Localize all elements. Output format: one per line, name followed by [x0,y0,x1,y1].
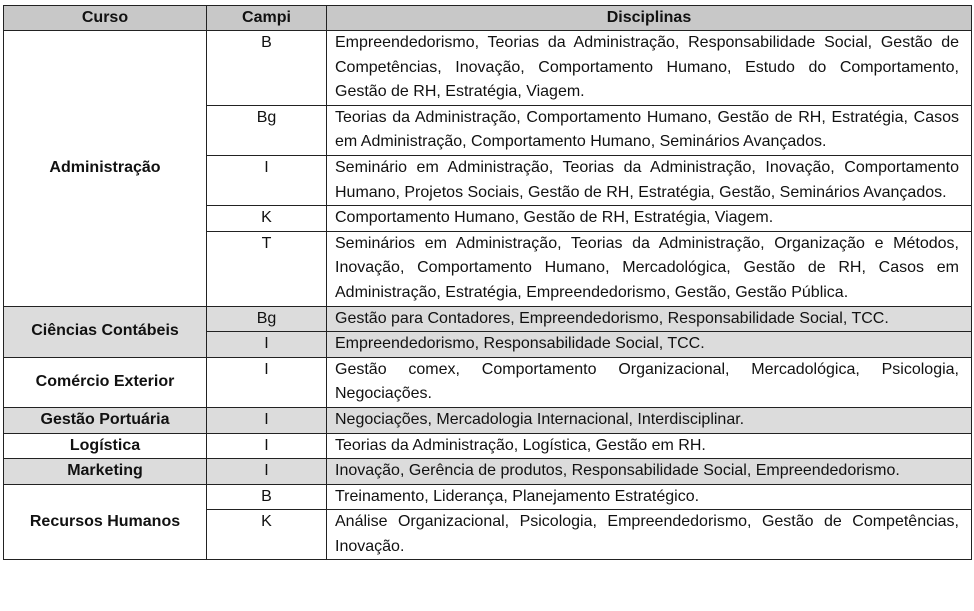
table-row [4,459,972,485]
header-campi: Campi [207,6,327,31]
campus-cell: I [207,433,327,459]
disciplines-cell: Seminário em Administração, Teorias da Administração, Inovação, Comportamento Humano, Projetos Sociais, Gestão de RH, Estratégia, Gestão, Seminários Avançados. [327,155,972,205]
campus-cell: B [207,31,327,106]
disciplines-cell: Análise Organizacional, Psicologia, Empreendedorismo, Gestão de Competências, Inovação. [327,510,972,560]
disciplines-cell: Comportamento Humano, Gestão de RH, Estratégia, Viagem. [327,206,972,232]
campus-cell: I [207,459,327,485]
disciplines-cell: Negociações, Mercadologia Internacional, Interdisciplinar. [327,407,972,433]
campus-cell: B [207,484,327,510]
campus-cell: Bg [207,105,327,155]
course-name: Gestão Portuária [4,407,207,433]
campus-cell: I [207,155,327,205]
table-row [4,306,972,332]
disciplines-cell: Gestão para Contadores, Empreendedorismo, Responsabilidade Social, TCC. [327,306,972,332]
table-row [4,433,972,459]
course-name: Administração [4,31,207,307]
course-name: Logística [4,433,207,459]
campus-cell: K [207,510,327,560]
disciplines-cell: Gestão comex, Comportamento Organizacional, Mercadológica, Psicologia, Negociações. [327,357,972,407]
campus-cell: K [207,206,327,232]
header-row [4,6,972,31]
course-name: Marketing [4,459,207,485]
header-disciplinas: Disciplinas [327,6,972,31]
table-row [4,357,972,407]
table-row [4,484,972,510]
table-row [4,407,972,433]
disciplines-cell: Teorias da Administração, Logística, Gestão em RH. [327,433,972,459]
course-name: Recursos Humanos [4,484,207,560]
disciplines-cell: Empreendedorismo, Teorias da Administração, Responsabilidade Social, Gestão de Competências, Inovação, Comportamento Humano, Estudo do Comportamento, Gestão de RH, Estratégia, Viagem. [327,31,972,106]
campus-cell: T [207,231,327,306]
course-name: Comércio Exterior [4,357,207,407]
campus-cell: I [207,357,327,407]
course-name: Ciências Contábeis [4,306,207,357]
disciplines-cell: Seminários em Administração, Teorias da Administração, Organização e Métodos, Inovação, Comportamento Humano, Mercadológica, Gestão de RH, Casos em Administração, Estratégia, Empreendedorismo, Gestão, Gestão Pública. [327,231,972,306]
header-curso: Curso [4,6,207,31]
disciplines-cell: Inovação, Gerência de produtos, Responsabilidade Social, Empreendedorismo. [327,459,972,485]
campus-cell: Bg [207,306,327,332]
disciplines-cell: Teorias da Administração, Comportamento Humano, Gestão de RH, Estratégia, Casos em Administração, Comportamento Humano, Seminários Avançados. [327,105,972,155]
campus-cell: I [207,332,327,358]
disciplines-cell: Empreendedorismo, Responsabilidade Social, TCC. [327,332,972,358]
disciplines-cell: Treinamento, Liderança, Planejamento Estratégico. [327,484,972,510]
table-row [4,31,972,106]
disciplines-table [3,5,972,560]
campus-cell: I [207,407,327,433]
